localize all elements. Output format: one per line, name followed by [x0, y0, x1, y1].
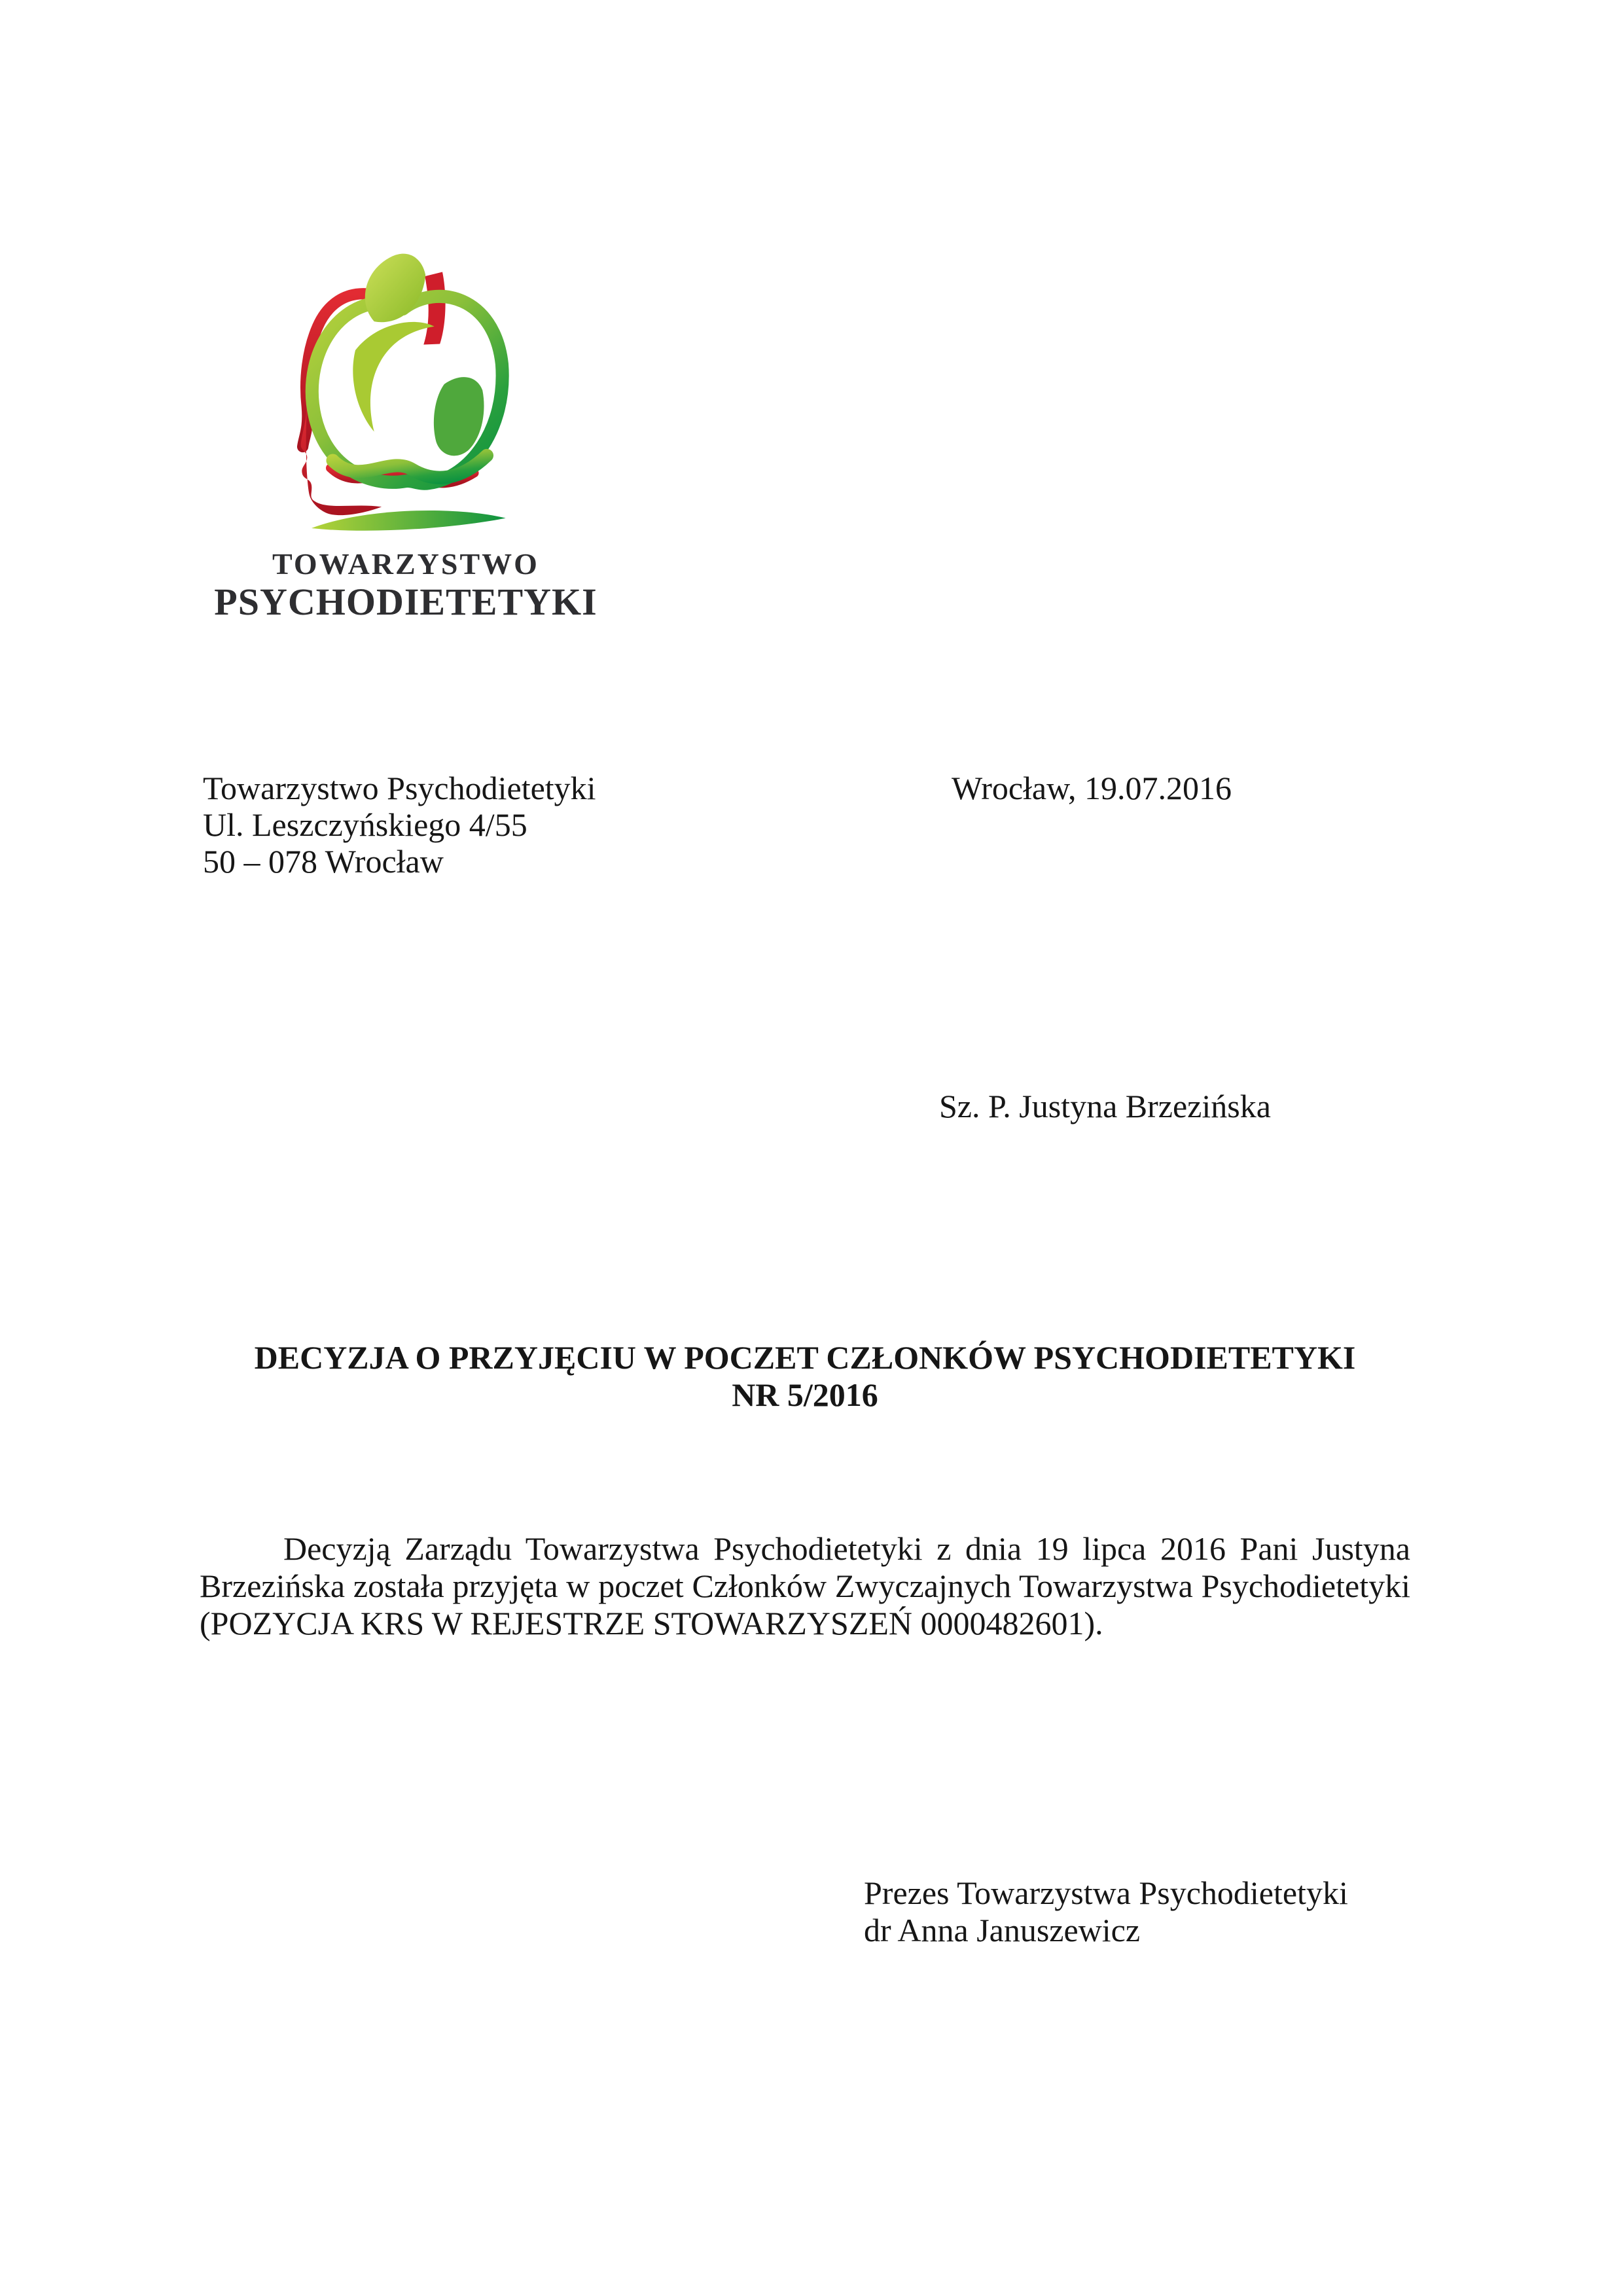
apple-head-logo-icon	[296, 249, 516, 543]
signature-block	[864, 1874, 1348, 1949]
logo-org-name-line1: TOWARZYSTWO	[272, 547, 539, 581]
document-title-line2: NR 5/2016	[732, 1376, 878, 1413]
place-and-date: Wrocław, 19.07.2016	[952, 770, 1232, 806]
document-title	[200, 1339, 1410, 1414]
sender-org-name: Towarzystwo Psychodietetyki	[203, 770, 596, 806]
document-title-line1: DECYZJA O PRZYJĘCIU W POCZET CZŁONKÓW PSYCHODIETETYKI	[254, 1339, 1356, 1376]
signature-name: dr Anna Januszewicz	[864, 1912, 1141, 1948]
signature-role: Prezes Towarzystwa Psychodietetyki	[864, 1874, 1348, 1911]
sender-address-block	[203, 770, 596, 880]
organization-logo	[209, 249, 602, 623]
sender-city: 50 – 078 Wrocław	[203, 843, 444, 880]
recipient-line: Sz. P. Justyna Brzezińska	[939, 1088, 1271, 1124]
decision-body-paragraph: Decyzją Zarządu Towarzystwa Psychodietetyki z dnia 19 lipca 2016 Pani Justyna Brzezińska została przyjęta w poczet Członków Zwyczajnych Towarzystwa Psychodietetyki (POZYCJA KRS W REJESTRZE STOWARZYSZEŃ 0000482601).	[200, 1530, 1410, 1641]
logo-org-name-line2: PSYCHODIETETYKI	[214, 581, 597, 623]
sender-street: Ul. Leszczyńskiego 4/55	[203, 806, 527, 843]
